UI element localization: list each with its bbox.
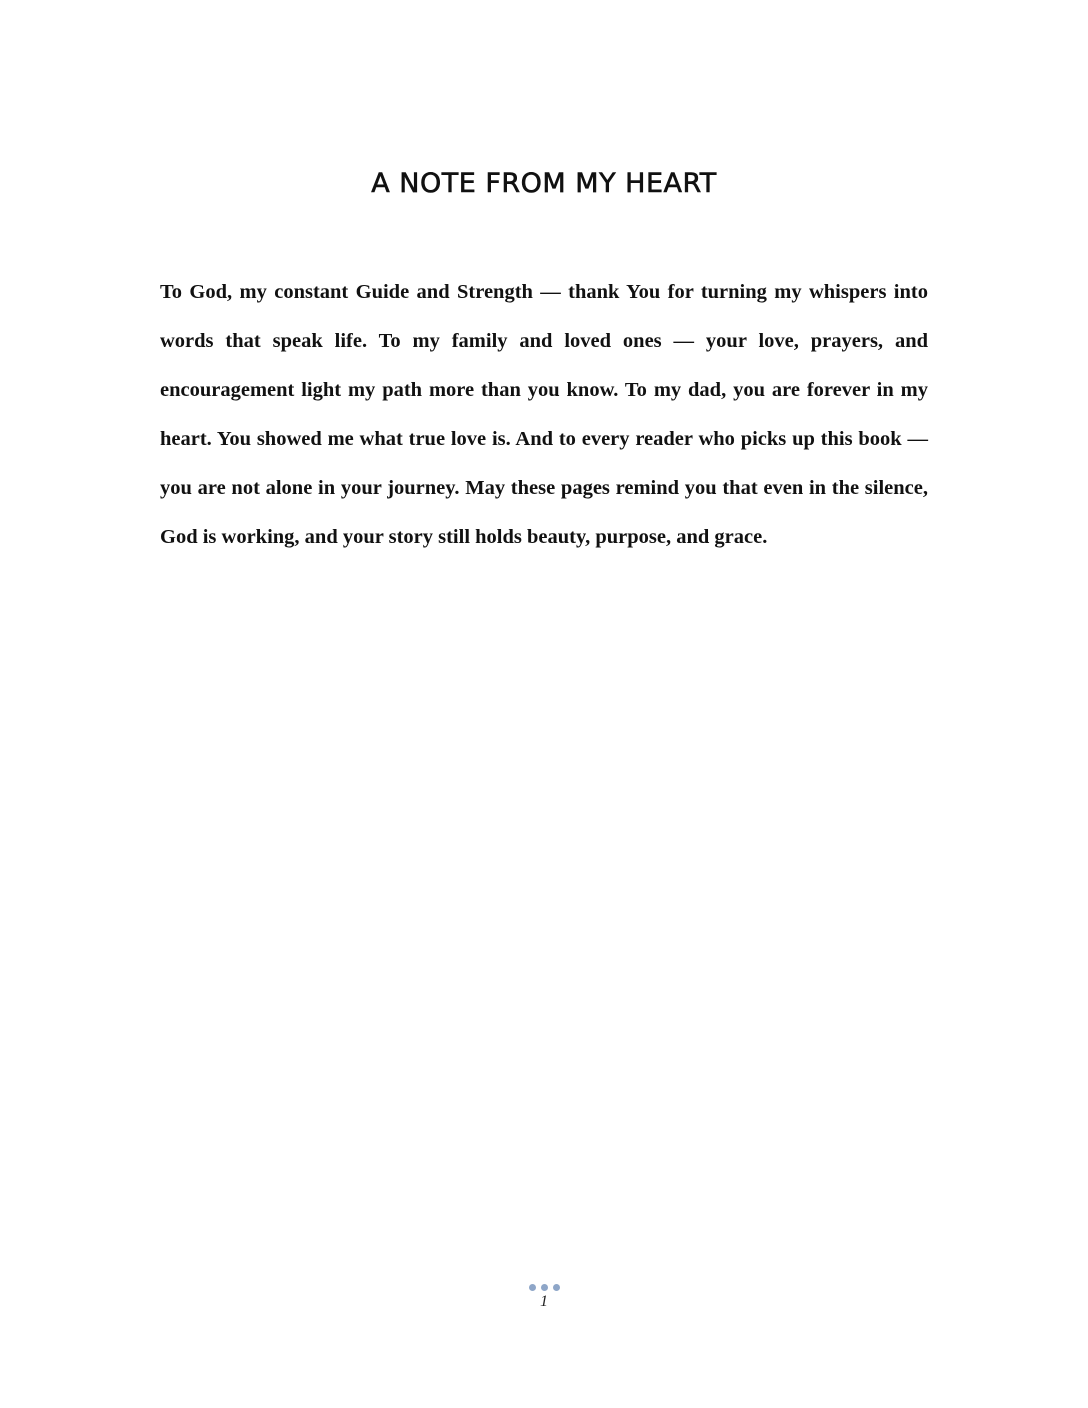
dedication-paragraph: To God, my constant Guide and Strength — thank You for turning my whispers into words that speak life. To my family and loved ones — your love, prayers, and encouragement light my path more than you know. To my dad, you are forever in my heart. You showed me what true love is. And to every reader who picks up this book — you are not alone in your journey. May these pages remind you that even in the silence, God is working, and your story still holds beauty, purpose, and grace. bbox=[160, 281, 928, 548]
dot-icon bbox=[553, 1284, 560, 1291]
page-footer bbox=[0, 1284, 1088, 1310]
page-number: 1 bbox=[540, 1293, 548, 1310]
dot-icon bbox=[541, 1284, 548, 1291]
page-title: A NOTE FROM MY HEART bbox=[371, 168, 717, 199]
dot-icon bbox=[529, 1284, 536, 1291]
